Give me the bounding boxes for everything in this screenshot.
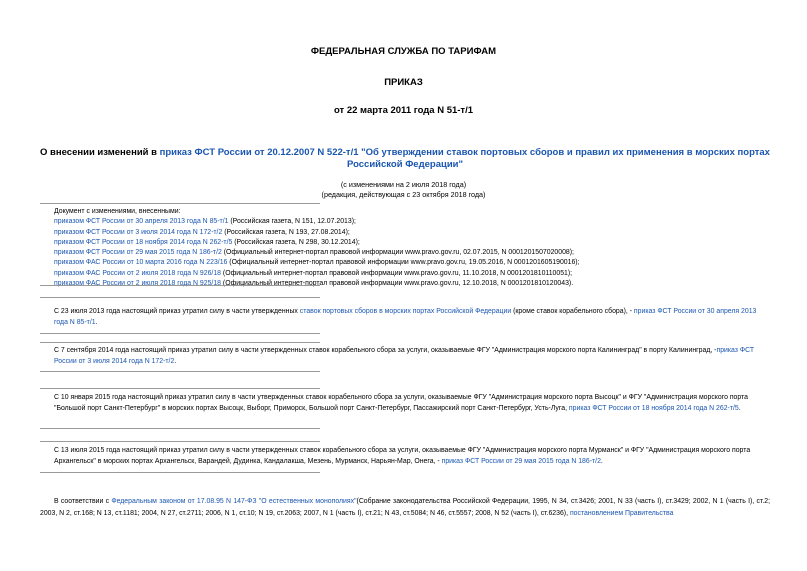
list-item: приказом ФАС России от 2 июля 2018 года N 925/18 (Официальный интернет-портал правовой информации www.pravo.gov.ru, 12.10.2018, N 0001201810120043). — [54, 280, 574, 288]
repeal-note: С 7 сентября 2014 года настоящий приказ утратил силу в части утвержденных ставок корабельного сбора за услуги, оказываемые ФГУ "Администрация морского порта Калининград" в порту Калининград, -приказ ФСТ России от 3 июля 2014 года N 172-т/2. — [54, 347, 755, 365]
repeal-note: С 23 июля 2013 года настоящий приказ утратил силу в части утвержденных ставок портовых сборов в морских портах Российской Федерации (кроме ставок корабельного сбора), - приказ ФСТ России от 30 апреля 2013 года N 85-т/1. — [54, 308, 757, 326]
amendment-link[interactable]: приказом ФСТ России от 3 июля 2014 года N 172-т/2 — [54, 228, 223, 236]
divider — [40, 285, 320, 286]
list-item: приказом ФСТ России от 30 апреля 2013 года N 85-т/1 (Российская газета, N 151, 12.07.2013); — [54, 218, 356, 226]
revision-status: (с изменениями на 2 июля 2018 года) — [340, 180, 467, 189]
divider — [40, 388, 320, 389]
amendment-link[interactable]: приказом ФСТ России от 30 апреля 2013 года N 85-т/1 — [54, 218, 229, 226]
divider — [40, 333, 320, 334]
amendment-link[interactable]: приказом ФСТ России от 18 ноября 2014 года N 262-т/5 — [54, 238, 233, 246]
repeal-note: С 10 января 2015 года настоящий приказ утратил силу в части утвержденных ставок корабельного сбора за услуги, оказываемые ФГУ "Администрация морского порта Высоцк" и ФГУ "Администрация морского порта "Большой порт Санкт-Петербург" в морских портах Высоцк, Выборг, Приморск, Большой порт Санкт-Петербург, Пассажирский порт Санкт-Петербург, Усть-Луга, приказ ФСТ России от 18 ноября 2014 года N 262-т/5. — [54, 394, 748, 412]
repeal-note: С 13 июля 2015 года настоящий приказ утратил силу в части утвержденных ставок корабельного сбора за услуги, оказываемые ФГУ "Администрация морского порта Мурманск" и ФГУ "Администрация морского порта Архангельск" в морских портах Архангельск, Варандей, Дудинка, Кандалакша, Мезень, Мурманск, Нарьян-Мар, Онега, - приказ ФСТ России от 29 мая 2015 года N 186-т/2. — [54, 447, 751, 465]
divider — [40, 297, 320, 298]
document-date: от 22 марта 2011 года N 51-т/1 — [333, 105, 474, 116]
divider — [40, 371, 320, 372]
repeal-link[interactable]: приказ ФСТ России от 30 апреля 2013 года N 85-т/1 — [54, 308, 757, 326]
changes-heading: Документ с изменениями, внесенными: — [54, 208, 181, 215]
document-type: ПРИКАЗ — [384, 77, 423, 88]
agency-name: ФЕДЕРАЛЬНАЯ СЛУЖБА ПО ТАРИФАМ — [310, 46, 497, 57]
changes-list — [54, 207, 580, 289]
repeal-link[interactable]: приказ ФСТ России от 18 ноября 2014 года N 262-т/5 — [568, 404, 739, 412]
amendment-link[interactable]: приказом ФСТ России от 29 мая 2015 года N 186-т/2 — [54, 249, 222, 257]
divider — [40, 428, 320, 429]
list-item: приказом ФСТ России от 18 ноября 2014 года N 262-т/5 (Российская газета, N 298, 30.12.2014); — [54, 238, 360, 246]
repeal-link[interactable]: приказ ФСТ России от 3 июля 2014 года N 172-т/2 — [54, 347, 755, 365]
document-title — [40, 147, 770, 171]
repeal-link[interactable]: ставок портовых сборов в морских портах Российской Федерации — [299, 308, 512, 315]
list-item: приказом ФСТ России от 3 июля 2014 года N 172-т/2 (Российская газета, N 193, 27.08.2014); — [54, 228, 350, 236]
divider — [40, 203, 320, 204]
divider — [40, 441, 320, 442]
amendment-link[interactable]: приказом ФАС России от 2 июля 2018 года N 926/18 — [54, 269, 221, 277]
repeal-link[interactable]: приказ ФСТ России от 29 мая 2015 года N 186-т/2 — [441, 457, 601, 465]
amendment-link[interactable]: приказом ФАС России от 10 марта 2016 года N 223/16 — [54, 259, 228, 267]
divider — [40, 342, 320, 343]
amendment-link[interactable]: приказом ФАС России от 2 июля 2018 года N 925/18 — [54, 280, 221, 288]
federal-law-link[interactable]: Федеральным законом от 17.08.95 N 147-ФЗ "О естественных монополиях" — [111, 498, 357, 505]
body-paragraph: В соответствии с Федеральным законом от 17.08.95 N 147-ФЗ "О естественных монополиях"(Собрание законодательства Российской Федерации, 1995, N 34, ст.3426; 2001, N 33 (часть I), ст.3429; 2002, N 1 (часть I), ст.2; 2003, N 2, ст.168; N 13, ст.1181; 2004, N 27, ст.2711; 2006, N 1, ст.10; N 19, ст.2063; 2007, N 1 (часть I), ст.21; N 43, ст.5084; N 46, ст.5557; 2008, N 52 (часть I), ст.6236), постановлением Правительства — [40, 498, 771, 517]
revision-edition: (редакция, действующая с 23 октября 2018 года) — [321, 190, 486, 199]
list-item: приказом ФАС России от 2 июля 2018 года N 926/18 (Официальный интернет-портал правовой информации www.pravo.gov.ru, 11.10.2018, N 0001201810110051); — [54, 269, 573, 277]
list-item: приказом ФСТ России от 29 мая 2015 года N 186-т/2 (Официальный интернет-портал правовой информации www.pravo.gov.ru, 02.07.2015, N 0001201507020008); — [54, 249, 574, 257]
government-resolution-link[interactable]: постановлением Правительства — [569, 509, 674, 517]
list-item: приказом ФАС России от 10 марта 2016 года N 223/16 (Официальный интернет-портал правовой информации www.pravo.gov.ru, 19.05.2016, N 0001201605190016); — [54, 259, 580, 267]
title-prefix: О внесении изменений в — [40, 147, 160, 158]
divider — [40, 472, 320, 473]
title-order-link[interactable]: приказ ФСТ России от 20.12.2007 N 522-т/1 "Об утверждении ставок портовых сборов и правил их применения в морских портах Российской Федерации" — [159, 147, 770, 170]
